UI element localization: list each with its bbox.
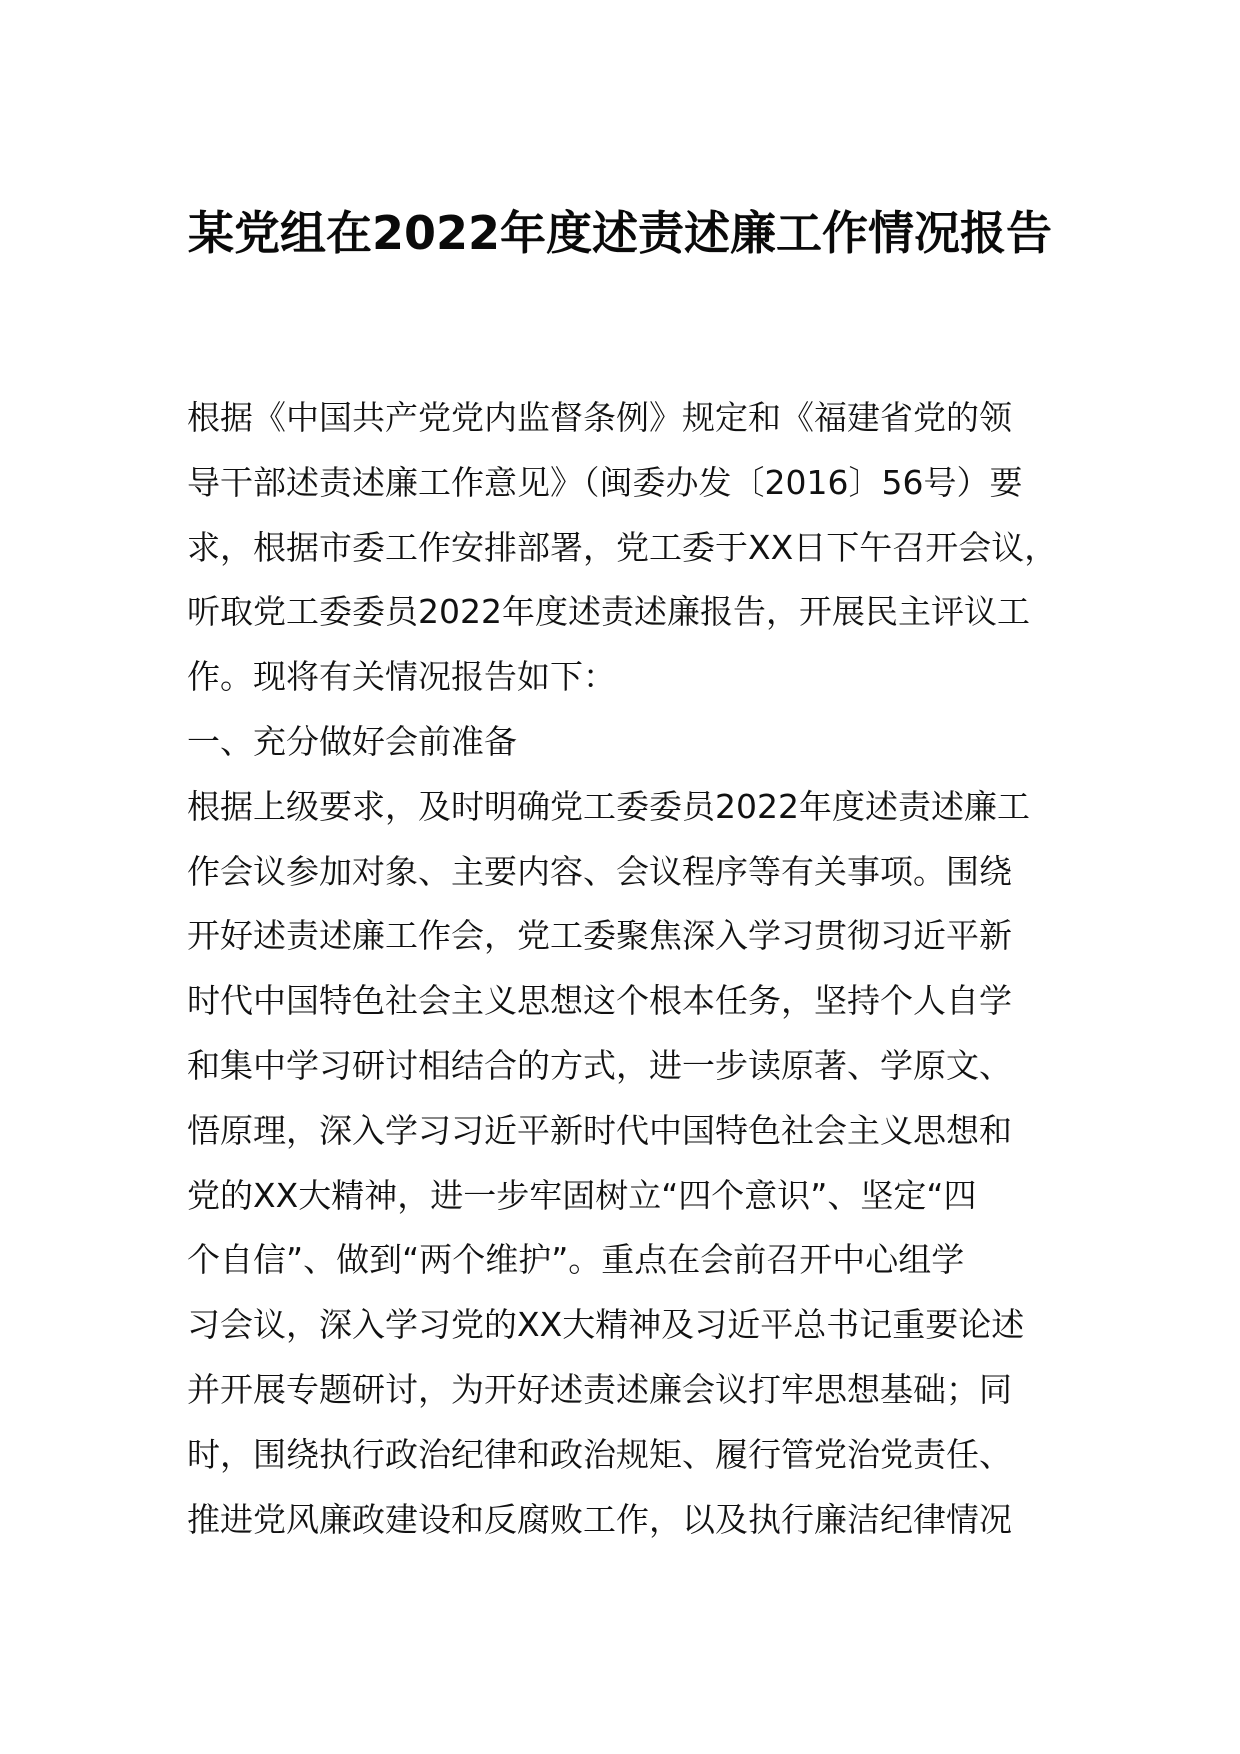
body-line: 作。现将有关情况报告如下： <box>187 657 616 697</box>
body-line: 和集中学习研讨相结合的方式，进一步读原著、学原文、 <box>187 1045 1012 1085</box>
body-line: 悟原理，深入学习习近平新时代中国特色社会主义思想和 <box>187 1110 1012 1150</box>
body-line: 个自信”、做到“两个维护”。重点在会前召开中心组学 <box>187 1240 965 1280</box>
document-body <box>187 386 1087 1552</box>
body-line: 并开展专题研讨，为开好述责述廉会议打牢思想基础；同 <box>187 1369 1012 1409</box>
body-line: 作会议参加对象、主要内容、会议程序等有关事项。围绕 <box>187 851 1012 891</box>
section-heading: 一、充分做好会前准备 <box>187 721 517 761</box>
body-line: 推进党风廉政建设和反腐败工作，以及执行廉洁纪律情况 <box>187 1499 1012 1539</box>
body-line: 时，围绕执行政治纪律和政治规矩、履行管党治党责任、 <box>187 1434 1012 1474</box>
body-line: 听取党工委委员2022年度述责述廉报告，开展民主评议工 <box>187 592 1030 632</box>
body-line: 根据《中国共产党党内监督条例》规定和《福建省党的领 <box>187 398 1012 437</box>
body-line: 开好述责述廉工作会，党工委聚焦深入学习贯彻习近平新 <box>187 916 1012 956</box>
body-line: 导干部述责述廉工作意见》（闽委办发〔2016〕56号）要 <box>187 462 1023 502</box>
body-line: 时代中国特色社会主义思想这个根本任务，坚持个人自学 <box>187 981 1012 1021</box>
body-line: 根据上级要求，及时明确党工委委员2022年度述责述廉工 <box>187 786 1030 826</box>
body-line: 求，根据市委工作安排部署，党工委于XX日下午召开会议， <box>187 527 1058 567</box>
body-line: 习会议，深入学习党的XX大精神及习近平总书记重要论述 <box>187 1305 1025 1345</box>
body-line: 党的XX大精神，进一步牢固树立“四个意识”、坚定“四 <box>187 1175 977 1215</box>
document-title: 某党组在2022年度述责述廉工作情况报告 <box>187 206 1053 260</box>
